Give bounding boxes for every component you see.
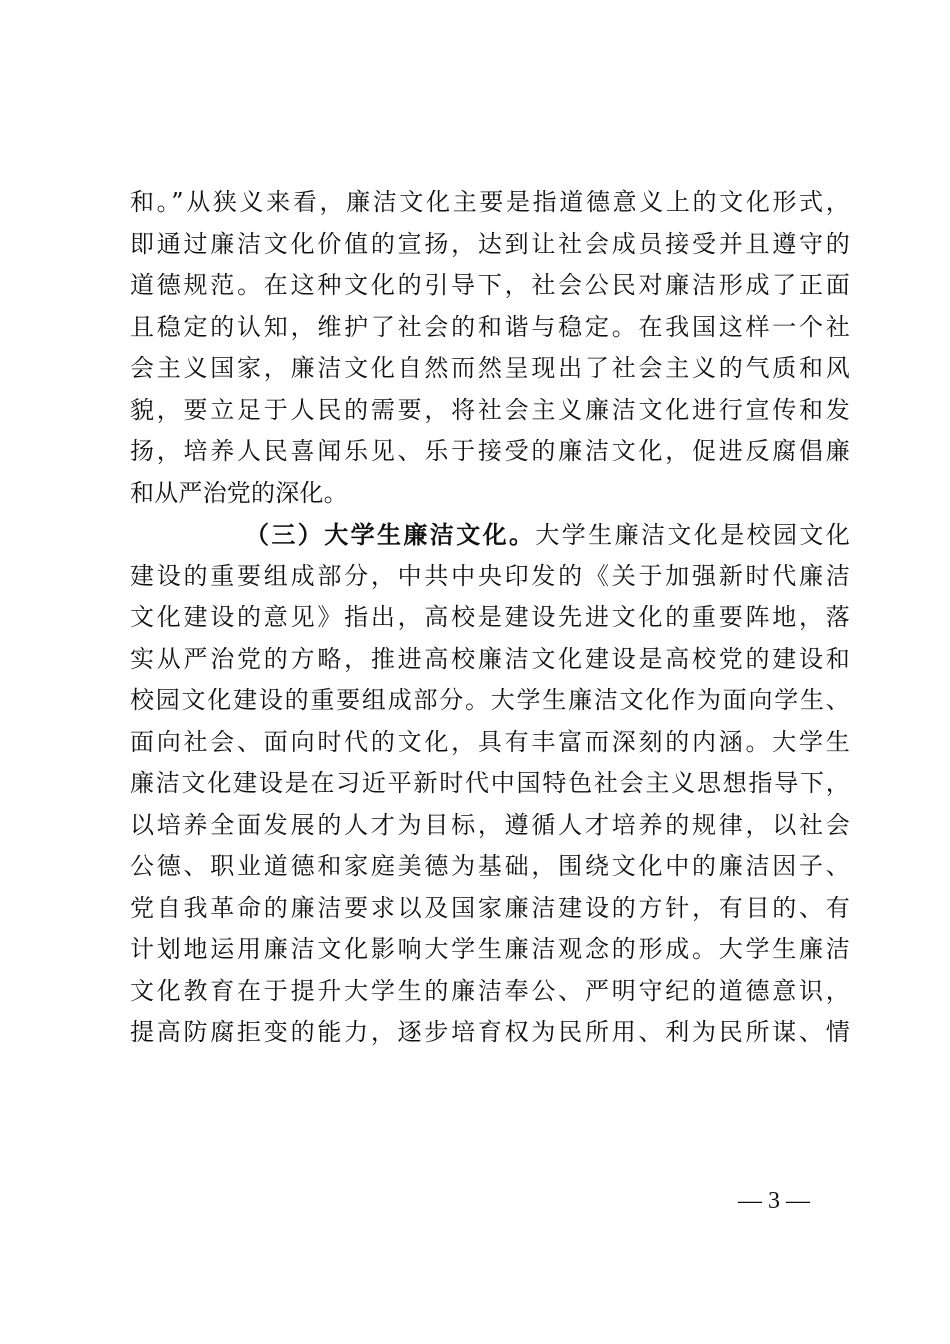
text-line: 且稳定的认知，维护了社会的和谐与稳定。在我国这样一个社 bbox=[130, 312, 850, 341]
text-line: 校园文化建设的重要组成部分。大学生廉洁文化作为面向学生、 bbox=[130, 686, 850, 714]
text-line: 即通过廉洁文化价值的宣扬，达到让社会成员接受并且遵守的 bbox=[130, 229, 850, 258]
text-line: 实从严治党的方略，推进高校廉洁文化建设是高校党的建设和 bbox=[130, 644, 850, 673]
section-heading: （三）大学生廉洁文化。 bbox=[245, 520, 536, 549]
section-heading-line bbox=[130, 514, 850, 556]
text-line: 党自我革命的廉洁要求以及国家廉洁建设的方针，有目的、有 bbox=[130, 893, 850, 922]
text-line: 文化建设的意见》指出，高校是建设先进文化的重要阵地，落 bbox=[130, 603, 850, 631]
text-line: 面向社会、面向时代的文化，具有丰富而深刻的内涵。大学生 bbox=[130, 727, 850, 756]
text-line: 廉洁文化建设是在习近平新时代中国特色社会主义思想指导下， bbox=[130, 769, 850, 797]
text-line: 和。”从狭义来看，廉洁文化主要是指道德意义上的文化形式， bbox=[130, 188, 850, 216]
text-line: 公德、职业道德和家庭美德为基础，围绕文化中的廉洁因子、 bbox=[130, 852, 850, 880]
text-line: 提高防腐拒变的能力，逐步培育权为民所用、利为民所谋、情 bbox=[130, 1018, 850, 1046]
body-text bbox=[130, 182, 850, 1054]
text-line: 以培养全面发展的人才为目标，遵循人才培养的规律，以社会 bbox=[130, 810, 850, 839]
text-line: 建设的重要组成部分，中共中央印发的《关于加强新时代廉洁 bbox=[130, 561, 850, 590]
text-line: 和从严治党的深化。 bbox=[130, 478, 348, 507]
text-line: 计划地运用廉洁文化影响大学生廉洁观念的形成。大学生廉洁 bbox=[130, 935, 850, 963]
page-number: — 3 — bbox=[738, 1188, 810, 1214]
text-line: 道德规范。在这种文化的引导下，社会公民对廉洁形成了正面 bbox=[130, 271, 850, 299]
text-line: 文化教育在于提升大学生的廉洁奉公、严明守纪的道德意识， bbox=[130, 976, 850, 1005]
text-line: 貌，要立足于人民的需要，将社会主义廉洁文化进行宣传和发 bbox=[130, 395, 850, 424]
text-line-rest: 大学生廉洁文化是校园文化 bbox=[535, 521, 851, 549]
text-line: 会主义国家，廉洁文化自然而然呈现出了社会主义的气质和风 bbox=[130, 354, 850, 382]
text-line: 扬，培养人民喜闻乐见、乐于接受的廉洁文化，促进反腐倡廉 bbox=[130, 437, 850, 465]
